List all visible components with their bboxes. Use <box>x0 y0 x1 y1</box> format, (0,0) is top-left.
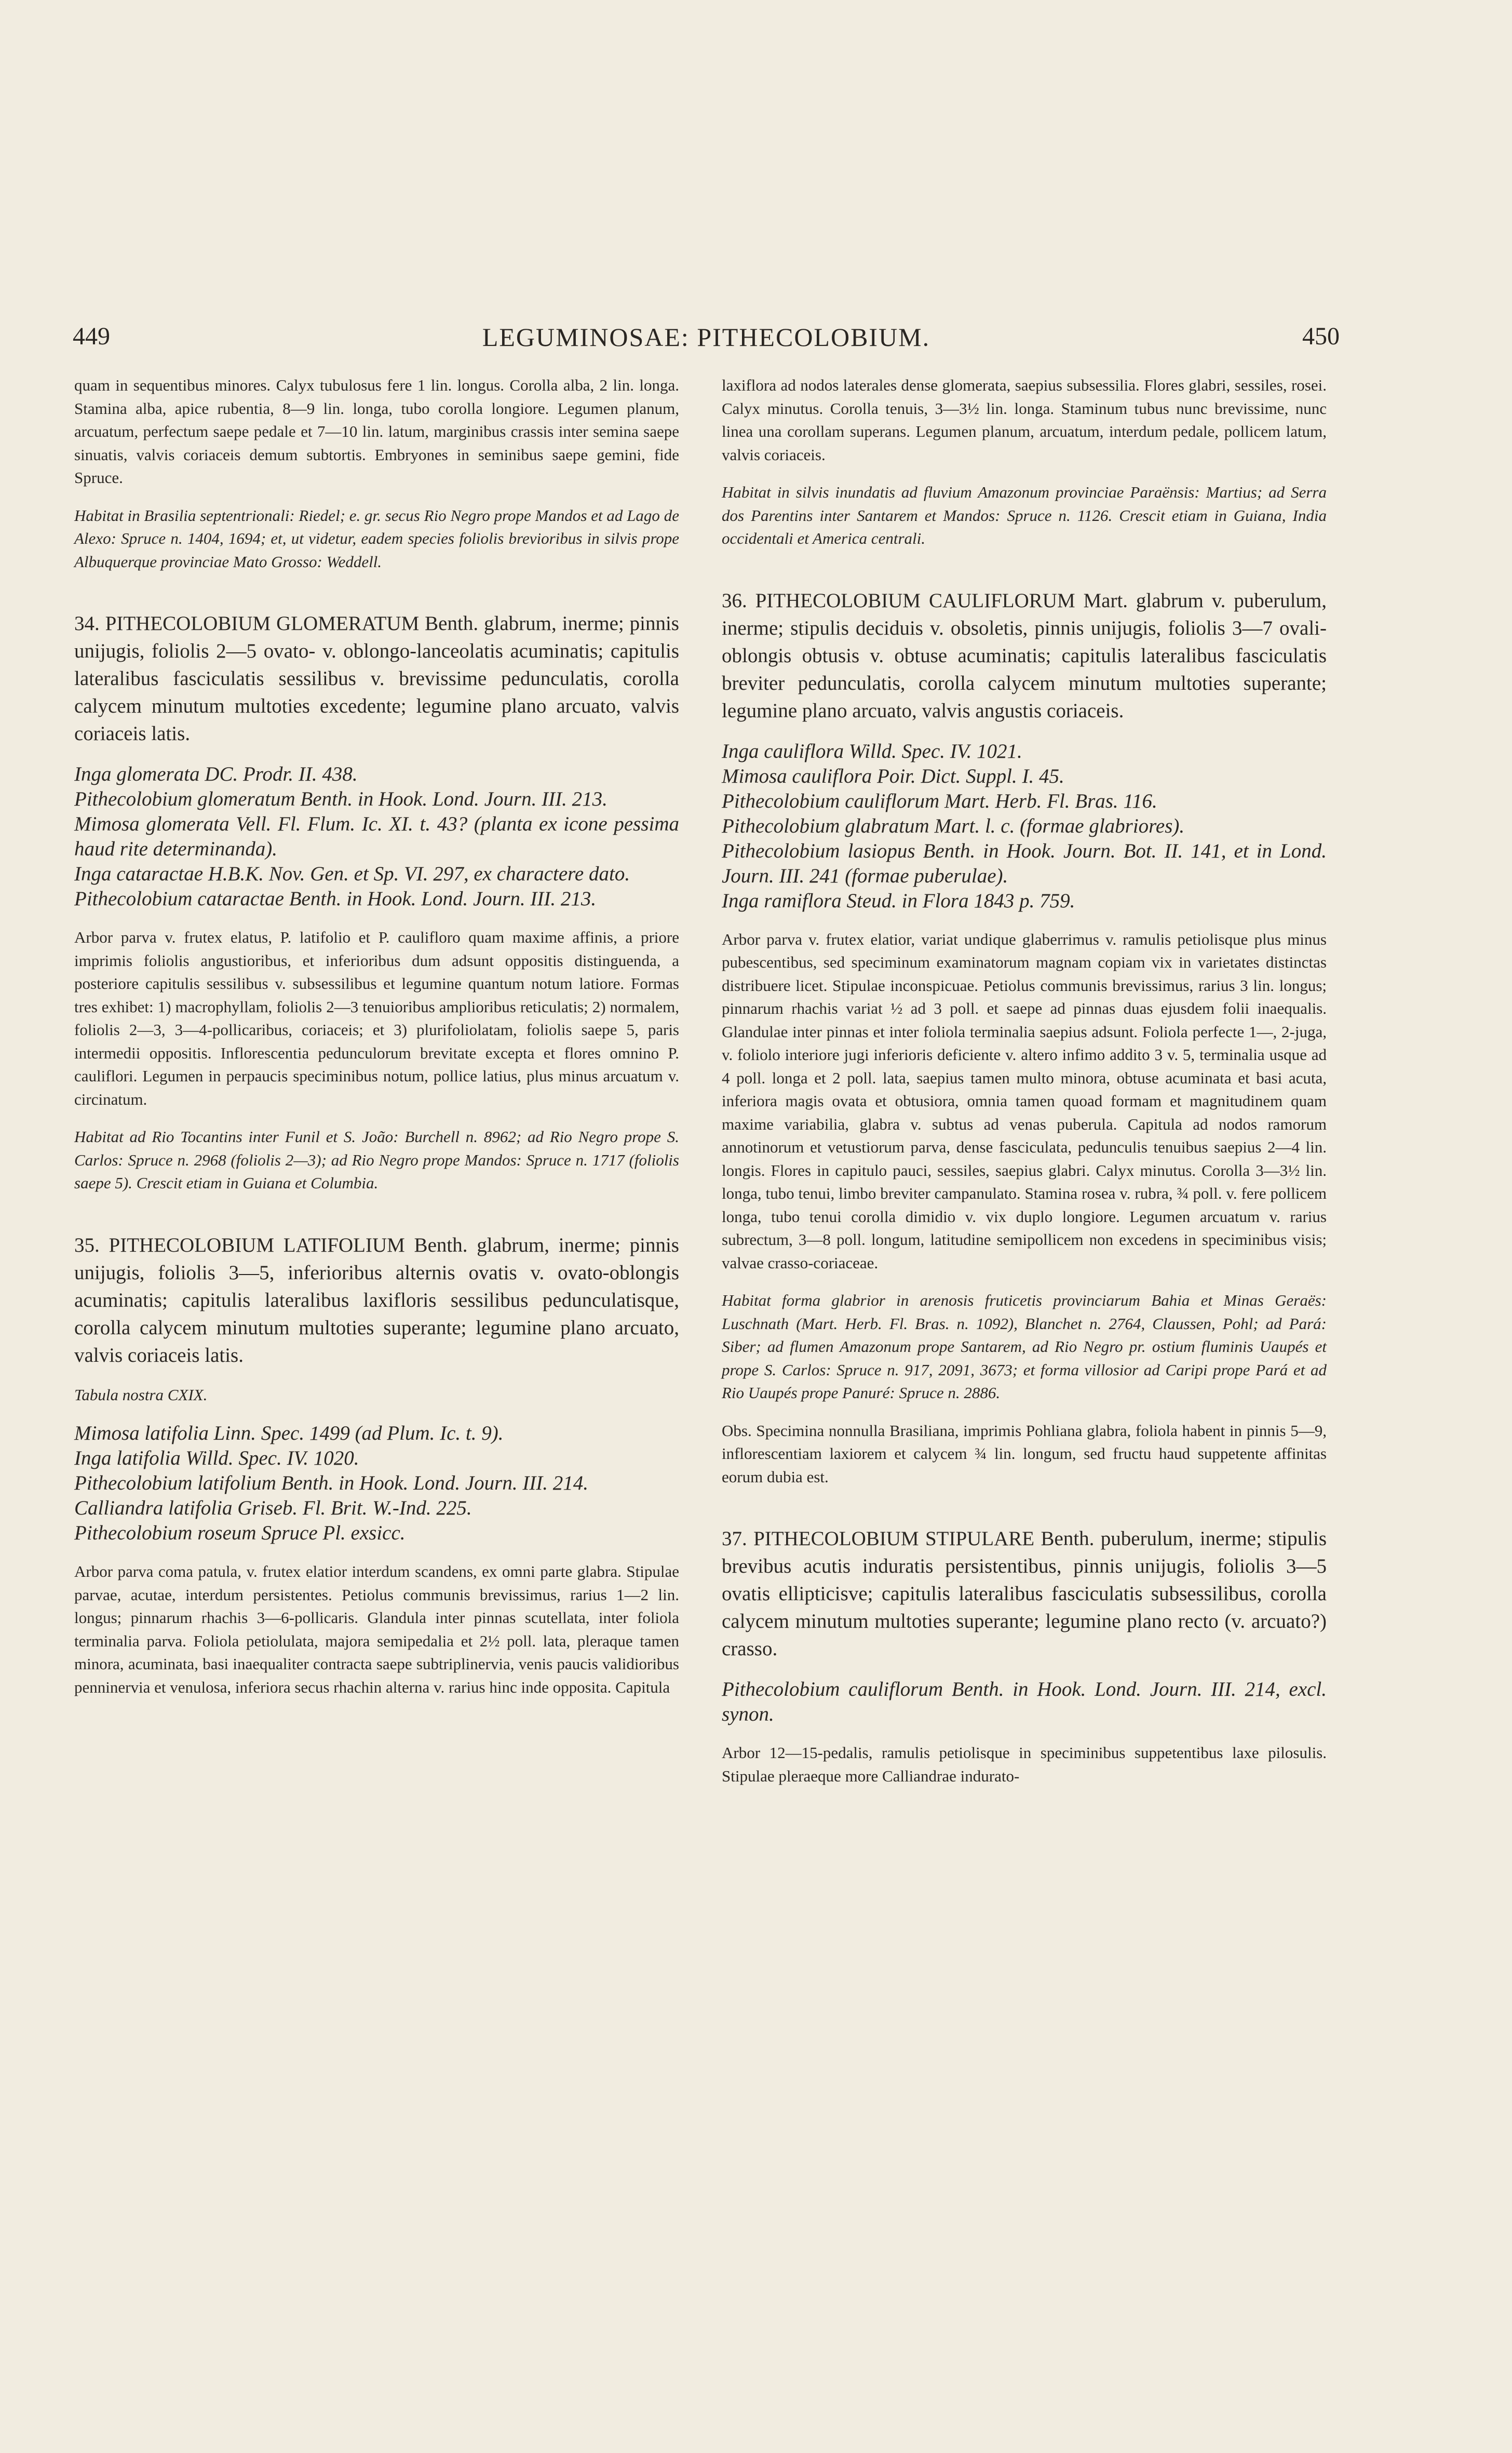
species-36-habitat: Habitat forma glabrior in arenosis fruticetis provinciarum Bahia et Minas Geraës: Luschnath (Mart. Herb. Fl. Bras. n. 1092), Blanchet n. 2764, Claussen, Pohl; ad Pará: Siber; ad flumen Amazonum prope Santarem, ad Rio Negro pr. ostium fluminis Uaupés et prope S. Carlos: Spruce n. 917, 2091, 3673; et forma villosior ad Caripi prope Pará et ad Rio Uaupés prope Panuré: Spruce n. 2886. <box>722 1291 1327 1402</box>
species-34-habitat: Habitat ad Rio Tocantins inter Funil et S. João: Burchell n. 8962; ad Rio Negro prope S. Carlos: Spruce n. 2968 (foliolis 2—3); ad Rio Negro prope Mandos: Spruce n. 1717 (foliolis saepe 5). Crescit etiam in Guiana et Columbia. <box>74 1128 679 1192</box>
species-37-heading: 37. PITHECOLOBIUM STIPULARE Benth. puberulum, inerme; stipulis brevibus acutis induratis persistentibus, pinnis unijugis, foliolis 3—5 ovatis ellipticisve; capitulis lateralibus fasciculatis subsessilibus, corolla calycem minutum multoties superante; legumine plano recto (v. arcuato?) crasso. <box>722 1527 1327 1660</box>
species-35-heading: 35. PITHECOLOBIUM LATIFOLIUM Benth. glabrum, inerme; pinnis unijugis, foliolis 3—5, inferioribus alternis ovatis v. ovato-oblongis acuminatis; capitulis lateralibus laxifloris sessilibus pedunculatisque, corolla calycem minutum multoties superante; legumine plano arcuato, valvis coriaceis latis. <box>74 1234 679 1366</box>
species-34-description: Arbor parva v. frutex elatus, P. latifolio et P. caulifloro quam maxime affinis, a priore imprimis foliolis angustioribus, et inferioribus dum adsunt oppositis distinguenda, a posteriore capitulis sessilibus v. subsessilibus et legumine quantum notum latiore. Formas tres exhibet: 1) macrophyllam, foliolis 2—3 tenuioribus amplioribus reticulatis; 2) normalem, foliolis 2—3, 3—4-pollicaribus, coriaceis; et 3) plurifoliolatam, foliolis saepe 5, paris intermedii oppositis. Inflorescentia pedunculorum brevitate excepta et flores omnino P. cauliflori. Legumen in perpaucis speciminibus notum, pollice latius, plus minus arcuatum v. circinatum. <box>74 928 679 1108</box>
continued-description: laxiflora ad nodos laterales dense glomerata, saepius subsessilia. Flores glabri, sessiles, rosei. Calyx minutus. Corolla tenuis, 3—3½ lin. longa. Staminum tubus nunc brevissime, nunc linea una corollam superans. Legumen planum, arcuatum, interdum pedale, pollicem latum, valvis coriaceis. <box>722 376 1327 464</box>
left-column <box>74 374 679 1699</box>
synonym-line: Mimosa glomerata Vell. Fl. Flum. Ic. XI. t. 43? (planta ex icone pessima haud rite determinanda). <box>74 813 679 860</box>
habitat-note: Habitat in Brasilia septentrionali: Riedel; e. gr. secus Rio Negro prope Mandos et ad Lago de Alexo: Spruce n. 1404, 1694; et, ut videtur, eadem species foliolis brevioribus in silvis prope Albuquerque provinciae Mato Grosso: Weddell. <box>74 506 679 571</box>
synonym-line: Inga ramiflora Steud. in Flora 1843 p. 759. <box>722 889 1075 912</box>
synonym-line: Mimosa latifolia Linn. Spec. 1499 (ad Plum. Ic. t. 9). <box>74 1422 504 1444</box>
synonym-line: Inga latifolia Willd. Spec. IV. 1020. <box>74 1447 359 1469</box>
synonym-line: Calliandra latifolia Griseb. Fl. Brit. W.-Ind. 225. <box>74 1497 472 1519</box>
synonym-line: Inga cataractae H.B.K. Nov. Gen. et Sp. VI. 297, ex charactere dato. <box>74 863 630 885</box>
plate-reference: Tabula nostra CXIX. <box>74 1385 208 1404</box>
species-34-heading: 34. PITHECOLOBIUM GLOMERATUM Benth. glabrum, inerme; pinnis unijugis, foliolis 2—5 ovato- v. oblongo-lanceolatis acuminatis; capitulis lateralibus fasciculatis sessilibus v. brevissime pedunculatis, corolla calycem minutum multoties excedente; legumine plano arcuato, valvis coriaceis latis. <box>74 612 679 745</box>
synonym-line: Pithecolobium latifolium Benth. in Hook. Lond. Journ. III. 214. <box>74 1472 589 1494</box>
page-header <box>73 322 1340 353</box>
species-35-description: Arbor parva coma patula, v. frutex elatior interdum scandens, ex omni parte glabra. Stipulae parvae, acutae, interdum persistentes. Petiolus communis brevissimus, rarius 1—2 lin. longus; pinnarum rhachis 3—6-pollicaris. Glandula inter pinnas scutellata, inter foliola terminalia parva. Foliola petiolulata, majora semipedalia et 2½ poll. lata, pleraque tamen minora, acuminata, basi inaequaliter contracta saepe subtriplinervia, venis paucis validioribus penninervia et venulosa, inferiora secus rhachin alterna v. rarius hinc inde opposita. Capitula <box>74 1562 679 1696</box>
page-number-right: 450 <box>1302 323 1340 350</box>
synonym-line: Pithecolobium cauliflorum Benth. in Hook. Lond. Journ. III. 214, excl. synon. <box>722 1678 1327 1725</box>
species-36-observation: Obs. Specimina nonnulla Brasiliana, imprimis Pohliana glabra, foliola habent in pinnis 5—9, inflorescentiam laxiorem et calycem ¾ lin. longum, sed fructu haud suppetente affinitas eorum dubia est. <box>722 1421 1327 1486</box>
synonym-line: Mimosa cauliflora Poir. Dict. Suppl. I. 45. <box>722 765 1064 787</box>
continued-description: quam in sequentibus minores. Calyx tubulosus fere 1 lin. longus. Corolla alba, 2 lin. longa. Stamina alba, apice rubentia, 8—9 lin. longa, tubo corolla longiore. Legumen planum, arcuatum, perfectum saepe pedale et 7—10 lin. latum, marginibus crassis inter semina saepe sinuatis, valvis coriaceis demum subtortis. Embryones in seminibus saepe gemini, fide Spruce. <box>74 376 679 487</box>
species-37-description: Arbor 12—15-pedalis, ramulis petiolisque in speciminibus suppetentibus laxe pilosulis. Stipulae pleraeque more Calliandrae indurato- <box>722 1744 1327 1785</box>
synonym-line: Pithecolobium roseum Spruce Pl. exsicc. <box>74 1522 406 1544</box>
synonym-line: Pithecolobium cauliflorum Mart. Herb. Fl. Bras. 116. <box>722 789 1157 812</box>
right-column <box>722 374 1327 1788</box>
habitat-note: Habitat in silvis inundatis ad fluvium Amazonum provinciae Paraënsis: Martius; ad Serra dos Parentins inter Santarem et Mandos: Spruce n. 1126. Crescit etiam in Guiana, India occidentali et America centrali. <box>722 483 1327 547</box>
synonym-line: Inga glomerata DC. Prodr. II. 438. <box>74 763 358 785</box>
running-title: LEGUMINOSAE: PITHECOLOBIUM. <box>482 323 930 352</box>
synonym-line: Inga cauliflora Willd. Spec. IV. 1021. <box>722 740 1022 762</box>
synonym-line: Pithecolobium cataractae Benth. in Hook. Lond. Journ. III. 213. <box>74 888 597 910</box>
species-36-heading: 36. PITHECOLOBIUM CAULIFLORUM Mart. glabrum v. puberulum, inerme; stipulis deciduis v. obsoletis, pinnis unijugis, foliolis 3—7 ovali-oblongis obtusis v. obtuse acuminatis; capitulis lateralibus fasciculatis breviter pedunculatis, corolla calycem minutum multoties superante; legumine plano arcuato, valvis angustis coriaceis. <box>722 589 1327 722</box>
synonym-line: Pithecolobium lasiopus Benth. in Hook. Journ. Bot. II. 141, et in Lond. Journ. III. 241 (formae puberulae). <box>722 839 1327 887</box>
synonym-line: Pithecolobium glomeratum Benth. in Hook. Lond. Journ. III. 213. <box>74 788 608 810</box>
species-36-description: Arbor parva v. frutex elatior, variat undique glaberrimus v. ramulis petiolisque plus minus pubescentibus, sed speciminum examinatorum magnam copiam vix in varietates distinctas distribuere licet. Stipulae inconspicuae. Petiolus communis brevissimus, rarius 3 lin. longus; pinnarum rhachis variat ½ ad 3 poll. et saepe ad pinnas duas ejusdem folii inaequalis. Glandulae inter pinnas et inter foliola terminalia saepius adsunt. Foliola perfecte 1—, 2-juga, v. foliolo interiore jugi inferioris deficiente v. altero infimo addito 3 v. 5, terminalia usque ad 4 poll. longa et 2 poll. lata, saepius tamen multo minora, obtuse acuminata et basi acuta, inferiora magis ovata et obtusiora, omnia tamen quoad formam et magnitudinem quam maxime variabilia, glabra v. subtus ad venas puberula. Capitula ad nodos ramorum annotinorum et vetustiorum parva, dense fasciculata, pedunculis tenuibus saepius 2—4 lin. longis. Flores in capitulo pauci, sessiles, saepius glabri. Calyx minutus. Corolla 3—3½ lin. longa, tubo tenui, limbo breviter campanulato. Stamina rosea v. rubra, ¾ poll. v. fere pollicem longa, tubo tenui corolla dimidio v. vix duplo longiore. Legumen arcuatum v. rarius subrectum, 3—8 poll. longum, latitudine semipollicem non excedens in speciminibus visis; valvae crasso-coriaceae. <box>722 930 1327 1272</box>
page-number-left: 449 <box>73 323 110 350</box>
synonym-line: Pithecolobium glabratum Mart. l. c. (formae glabriores). <box>722 814 1185 837</box>
